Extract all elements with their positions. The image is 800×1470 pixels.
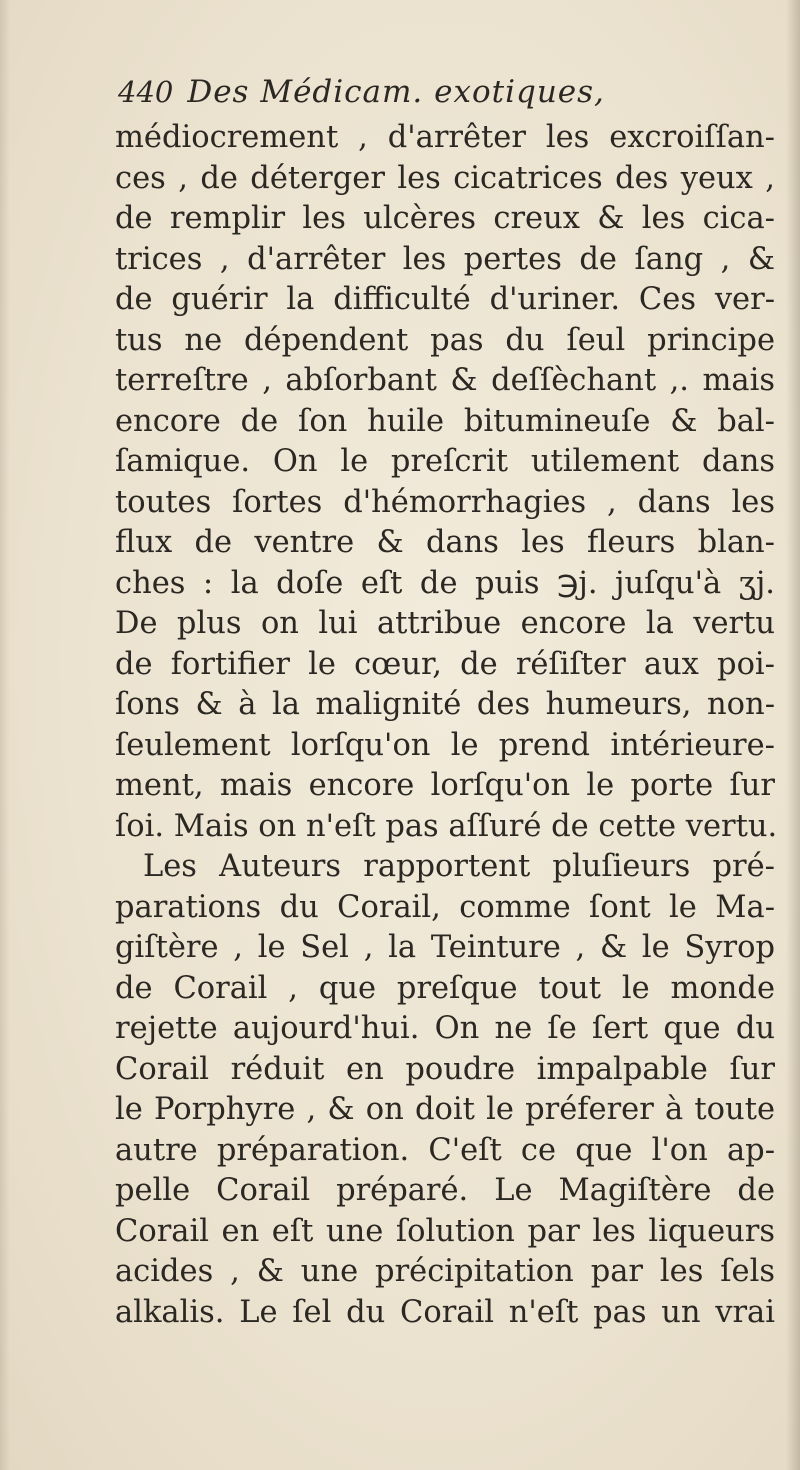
page-header [118,74,758,124]
running-title: Des Médicam. exotiques, [187,74,605,110]
text-line: parations du Corail, comme ſont le Ma- [115,889,775,925]
text-line: toutes ſortes d'hémorrhagies , dans les [115,484,775,520]
text-line: trices , d'arrêter les pertes de ſang , & [115,241,775,277]
text-line: de Corail , que preſque tout le monde [115,970,775,1006]
page-right-edge [786,0,800,1470]
text-line: médiocrement , d'arrêter les excroiſſan- [115,120,775,155]
text-line: de guérir la difficulté d'uriner. Ces ver- [115,282,775,317]
text-line: ſamique. On le preſcrit utilement dans [115,444,775,479]
text-line: giſtère , le Sel , la Teinture , & le Syrop [115,930,775,965]
text-line: ces , de déterger les cicatrices des yeux , [115,160,775,196]
page-left-edge [0,0,10,1470]
text-line: pelle Corail préparé. Le Magiſtère de [115,1173,775,1208]
text-line: ment, mais encore lorſqu'on le porte ſur [115,768,775,803]
text-line: Corail réduit en poudre impalpable ſur [115,1051,775,1087]
text-line: alkalis. Le ſel du Corail n'eſt pas un vrai [115,1294,775,1330]
text-line: le Porphyre , & on doit le préferer à toute [115,1092,775,1127]
text-line: Corail en eſt une ſolution par les liqueurs [115,1213,775,1249]
text-line: flux de ventre & dans les fleurs blan- [115,525,775,560]
text-line: ſons & à la malignité des humeurs, non- [115,687,775,722]
body-text [115,118,778,1333]
text-line: terreſtre , abſorbant & deſſèchant ,. mais [115,363,775,398]
text-line: De plus on lui attribue encore la vertu [115,606,775,641]
text-line: de remplir les ulcères creux & les cica- [115,201,775,236]
text-line: acides , & une précipitation par les ſels [115,1254,775,1289]
text-line: ches : la doſe eſt de puis ℈j. juſqu'à ʒj. [115,565,775,601]
text-line: autre préparation. C'eſt ce que l'on ap- [115,1132,775,1168]
paragraph-start-line: Les Auteurs rapportent pluſieurs pré- [143,849,775,884]
text-line: ſoi. Mais on n'eſt pas aſſuré de cette vertu. [115,808,778,844]
text-line: tus ne dépendent pas du ſeul principe [115,322,775,358]
text-line: de fortifier le cœur, de réſiſter aux poi- [115,646,775,682]
text-line: ſeulement lorſqu'on le prend intérieure- [115,727,775,763]
page-number: 440 [118,75,174,109]
text-line: encore de ſon huile bitumineuſe & bal- [115,403,775,439]
text-line: rejette aujourd'hui. On ne ſe ſert que du [115,1011,775,1046]
